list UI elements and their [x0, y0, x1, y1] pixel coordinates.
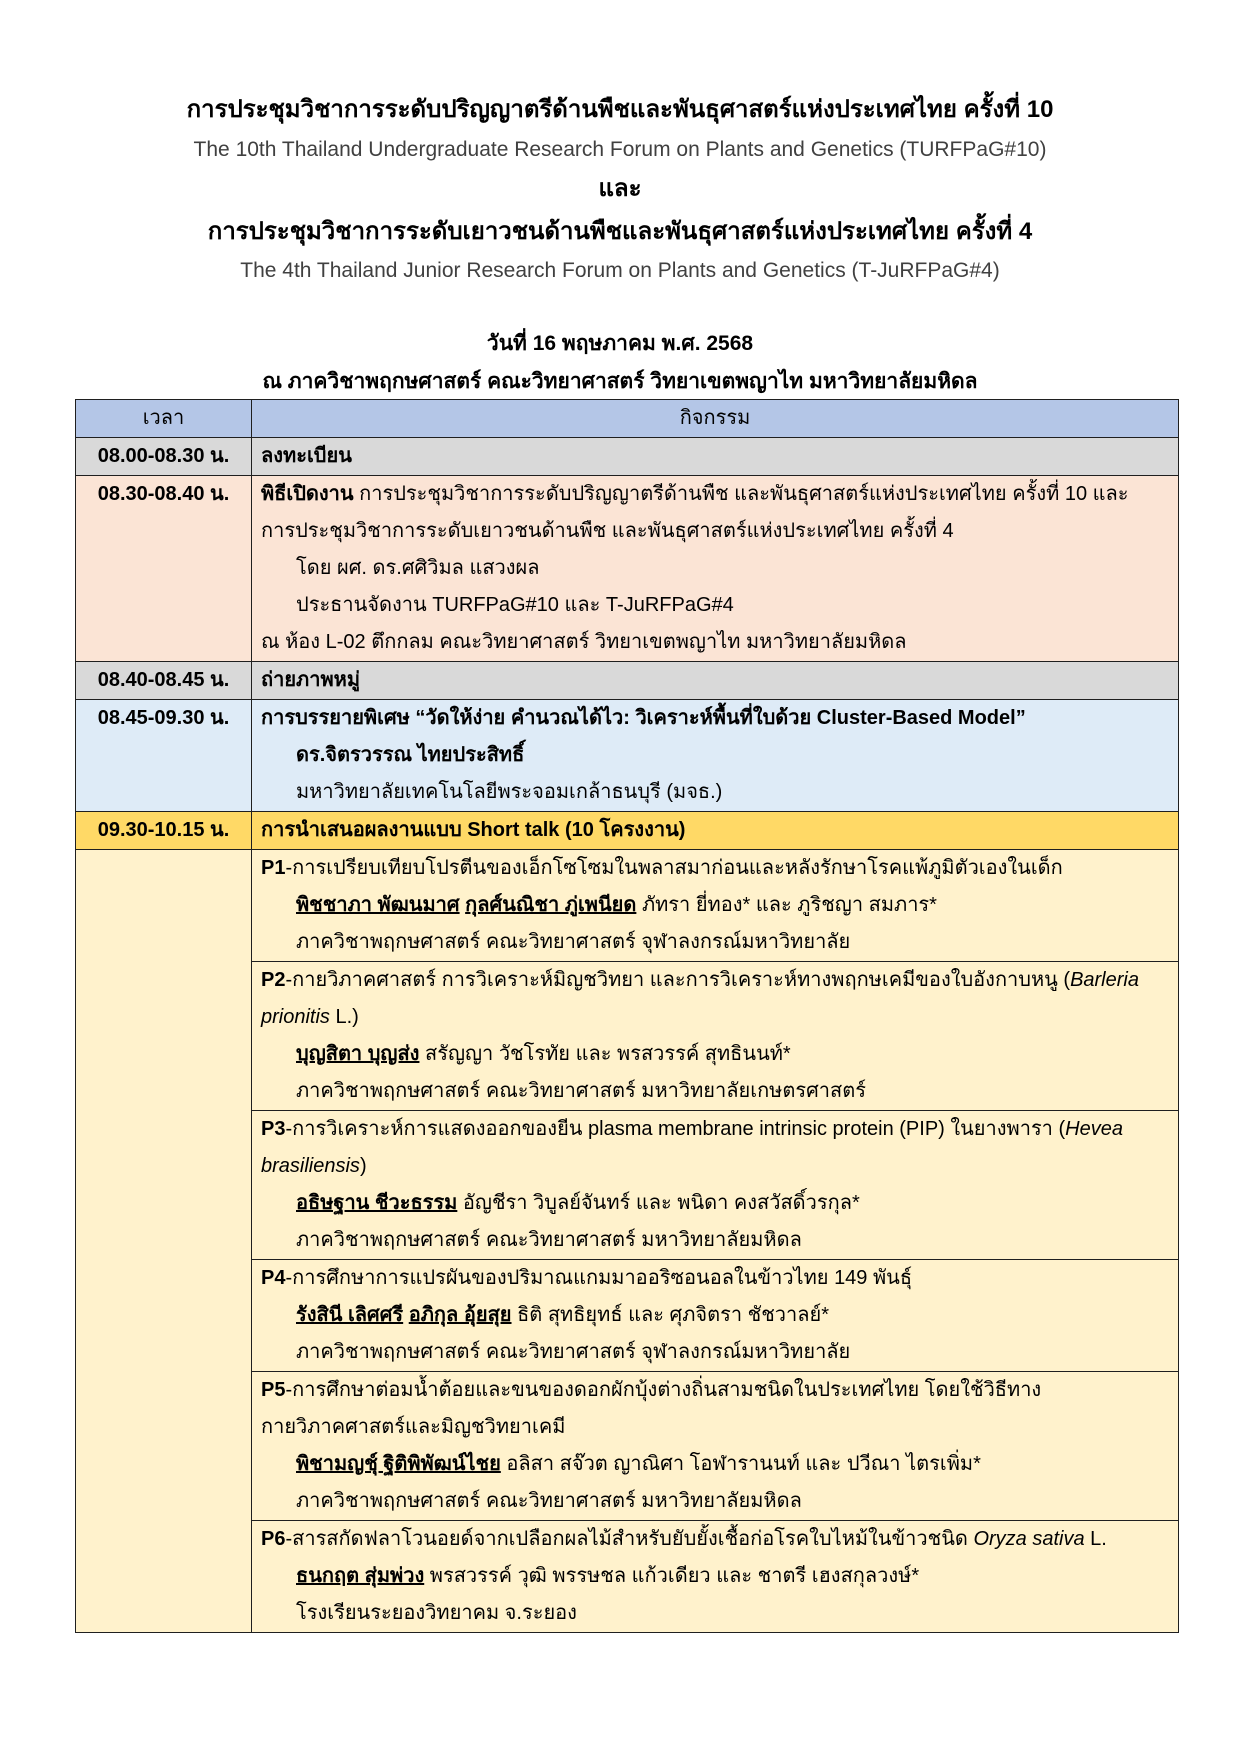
column-header-activity — [252, 400, 1179, 438]
time-label: 08.00-08.30 น. — [97, 445, 230, 467]
time-cell — [76, 438, 252, 476]
species-name: Barleria prionitis — [261, 969, 1139, 1028]
time-cell — [76, 662, 252, 700]
presentation-code: P6 — [261, 1528, 286, 1550]
event-venue: ณ ภาควิชาพฤกษศาสตร์ คณะวิทยาศาสตร์ วิทยาเขตพญาไท มหาวิทยาลัยมหิดล — [262, 370, 978, 393]
presentation-title — [261, 1521, 1169, 1558]
time-label: 08.45-09.30 น. — [97, 707, 230, 729]
time-label: 08.30-08.40 น. — [97, 483, 230, 505]
presentation-authors — [261, 1558, 1169, 1595]
presentation-affiliation: ภาควิชาพฤกษศาสตร์ คณะวิทยาศาสตร์ มหาวิทยาลัยเกษตรศาสตร์ — [296, 1080, 866, 1102]
opening-text-1: การประชุมวิชาการระดับปริญญาตรีด้านพืช และพันธุศาสตร์แห่งประเทศไทย ครั้งที่ 10 และ — [359, 483, 1129, 505]
conference-title-en-1: The 10th Thailand Undergraduate Research Forum on Plants and Genetics (TURFPaG#10) — [193, 138, 1047, 161]
coauthors: สรัญญา วัชโรทัย และ พรสวรรค์ สุทธินนท์* — [425, 1043, 791, 1065]
presentation-title-text: -กายวิภาคศาสตร์ การวิเคราะห์มิญชวิทยา และการวิเคราะห์ทางพฤกษเคมีของใบอังกาบหนู ( — [285, 969, 1071, 991]
activity-cell — [252, 812, 1179, 850]
presentation-cell — [252, 962, 1179, 1111]
opening-room: ณ ห้อง L-02 ตึกกลม คณะวิทยาศาสตร์ วิทยาเขตพญาไท มหาวิทยาลัยมหิดล — [261, 631, 907, 653]
presentation-cell — [252, 850, 1179, 962]
opening-label: พิธีเปิดงาน — [261, 483, 354, 505]
title-conjunction: และ — [598, 175, 642, 202]
conference-title-th-1: การประชุมวิชาการระดับปริญญาตรีด้านพืชและพันธุศาสตร์แห่งประเทศไทย ครั้งที่ 10 — [186, 96, 1054, 123]
column-header-activity-label: กิจกรรม — [679, 407, 751, 429]
conference-title-th-2: การประชุมวิชาการระดับเยาวชนด้านพืชและพันธุศาสตร์แห่งประเทศไทย ครั้งที่ 4 — [207, 218, 1033, 245]
activity-cell — [252, 700, 1179, 812]
presentation-title-end: L. — [1090, 1528, 1107, 1550]
presentation-affiliation: ภาควิชาพฤกษศาสตร์ คณะวิทยาศาสตร์ มหาวิทยาลัยมหิดล — [296, 1490, 802, 1512]
presentation-title — [261, 1111, 1169, 1185]
presentation-title-text: -การเปรียบเทียบโปรตีนของเอ็กโซโซมในพลาสมาก่อนและหลังรักษาโรคแพ้ภูมิตัวเองในเด็ก — [285, 857, 1063, 879]
opening-presenter: โดย ผศ. ดร.ศศิวิมล แสวงผล — [296, 557, 540, 579]
time-label: 09.30-10.15 น. — [97, 819, 230, 841]
presentation-title-text: -สารสกัดฟลาโวนอยด์จากเปลือกผลไม้สำหรับยับยั้งเชื้อก่อโรคใบไหม้ในข้าวชนิด — [285, 1528, 968, 1550]
species-name: Hevea brasiliensis — [261, 1118, 1123, 1177]
keynote-speaker: ดร.จิตรวรรณ ไทยประสิทธิ์ — [296, 744, 525, 766]
presentation-title — [261, 1372, 1169, 1446]
presentation-title — [261, 962, 1169, 1036]
presentation-authors — [261, 1185, 1169, 1222]
coauthors: อัญชีรา วิบูลย์จันทร์ และ พนิดา คงสวัสดิ์วรกุล* — [462, 1192, 860, 1214]
presenter-name: รังสินี เลิศศรี — [296, 1304, 404, 1326]
table-row-opening — [76, 476, 1179, 662]
presentation-authors — [261, 1297, 1169, 1334]
table-row-presentation-p1 — [76, 850, 1179, 962]
presenter-name: อภิกุล อุ้ยสุย — [408, 1304, 512, 1326]
presentation-title — [261, 850, 1169, 887]
event-date: วันที่ 16 พฤษภาคม พ.ศ. 2568 — [486, 332, 754, 355]
presentation-code: P5 — [261, 1379, 286, 1401]
opening-line-2: การประชุมวิชาการระดับเยาวชนด้านพืช และพันธุศาสตร์แห่งประเทศไทย ครั้งที่ 4 — [261, 520, 954, 542]
schedule-table — [75, 399, 1179, 1633]
presentation-authors — [261, 887, 1169, 924]
table-row-registration — [76, 438, 1179, 476]
presenter-name: อธิษฐาน ชีวะธรรม — [296, 1192, 458, 1214]
keynote-title: การบรรยายพิเศษ “วัดให้ง่าย คำนวณได้ไว: วิเคราะห์พื้นที่ใบด้วย Cluster-Based Model” — [261, 707, 1026, 729]
presentation-affiliation: ภาควิชาพฤกษศาสตร์ คณะวิทยาศาสตร์ มหาวิทยาลัยมหิดล — [296, 1229, 802, 1251]
presentation-title-text: -การศึกษาต่อมน้ำต้อยและขนของดอกผักบุ้งต่างถิ่นสามชนิดในประเทศไทย โดยใช้วิธีทางกายวิภาคศาสตร์และมิญชวิทยาเคมี — [261, 1379, 1042, 1438]
activity-cell — [252, 476, 1179, 662]
time-label: 08.40-08.45 น. — [97, 669, 230, 691]
time-cell — [76, 700, 252, 812]
presentation-title-text: -การศึกษาการแปรผันของปริมาณแกมมาออริซอนอลในข้าวไทย 149 พันธุ์ — [285, 1267, 913, 1289]
presentation-cell — [252, 1372, 1179, 1521]
presentation-code: P4 — [261, 1267, 286, 1289]
activity-title: ถ่ายภาพหมู่ — [261, 669, 361, 691]
opening-line-1 — [261, 476, 1169, 513]
table-row-keynote — [76, 700, 1179, 812]
presentation-affiliation: ภาควิชาพฤกษศาสตร์ คณะวิทยาศาสตร์ จุฬาลงกรณ์มหาวิทยาลัย — [296, 931, 851, 953]
coauthors: ภัทรา ยี่ทอง* และ ภูริชญา สมภาร* — [641, 894, 937, 916]
keynote-affiliation: มหาวิทยาลัยเทคโนโลยีพระจอมเกล้าธนบุรี (มจธ.) — [296, 781, 723, 803]
presentation-code: P3 — [261, 1118, 286, 1140]
coauthors: พรสวรรค์ วุฒิ พรรษชล แก้วเดียว และ ชาตรี เฮงสกุลวงษ์* — [429, 1565, 920, 1587]
presentation-title-text: -การวิเคราะห์การแสดงออกของยีน plasma membrane intrinsic protein (PIP) ในยางพารา ( — [285, 1118, 1066, 1140]
presenter-name: พิชามญชุ์ ฐิติพิพัฒน์ไชย — [296, 1453, 501, 1475]
time-cell — [76, 476, 252, 662]
table-row-short-talk — [76, 812, 1179, 850]
presentation-authors — [261, 1446, 1169, 1483]
presentations-time-cell — [76, 850, 252, 1633]
presentation-affiliation: โรงเรียนระยองวิทยาคม จ.ระยอง — [296, 1602, 577, 1624]
time-cell — [76, 812, 252, 850]
column-header-time-label: เวลา — [142, 407, 185, 429]
coauthors: ธิติ สุทธิยุทธ์ และ ศุภจิตรา ชัชวาลย์* — [517, 1304, 830, 1326]
presentation-cell — [252, 1521, 1179, 1633]
presentation-title — [261, 1260, 1169, 1297]
presenter-name: ธนกฤต สุ่มพ่วง — [296, 1565, 425, 1587]
column-header-time — [76, 400, 252, 438]
presenter-name: พิชชาภา พัฒนมาศ — [296, 894, 460, 916]
session-title: การนำเสนอผลงานแบบ Short talk (10 โครงงาน) — [261, 819, 686, 841]
presentation-authors — [261, 1036, 1169, 1073]
presentation-code: P2 — [261, 969, 286, 991]
activity-cell — [252, 438, 1179, 476]
presentation-title-end: L.) — [335, 1006, 359, 1028]
species-name: Oryza sativa — [973, 1528, 1085, 1550]
presentation-code: P1 — [261, 857, 286, 879]
activity-cell — [252, 662, 1179, 700]
presentation-affiliation: ภาควิชาพฤกษศาสตร์ คณะวิทยาศาสตร์ จุฬาลงกรณ์มหาวิทยาลัย — [296, 1341, 851, 1363]
table-row-photo — [76, 662, 1179, 700]
presenter-name: กุลศ์นณิชา ภู่เพนียด — [465, 894, 637, 916]
opening-presenter-role: ประธานจัดงาน TURFPaG#10 และ T-JuRFPaG#4 — [296, 594, 734, 616]
presentation-cell — [252, 1111, 1179, 1260]
presentation-cell — [252, 1260, 1179, 1372]
activity-title: ลงทะเบียน — [261, 445, 352, 467]
presentation-title-end: ) — [359, 1155, 367, 1177]
conference-title-en-2: The 4th Thailand Junior Research Forum on Plants and Genetics (T-JuRFPaG#4) — [240, 259, 1000, 282]
presenter-name: บุญสิตา บุญส่ง — [296, 1043, 420, 1065]
table-header-row — [76, 400, 1179, 438]
coauthors: อลิสา สจ๊วต ญาณิศา โอฬารานนท์ และ ปวีณา ไตรเพิ่ม* — [506, 1453, 981, 1475]
